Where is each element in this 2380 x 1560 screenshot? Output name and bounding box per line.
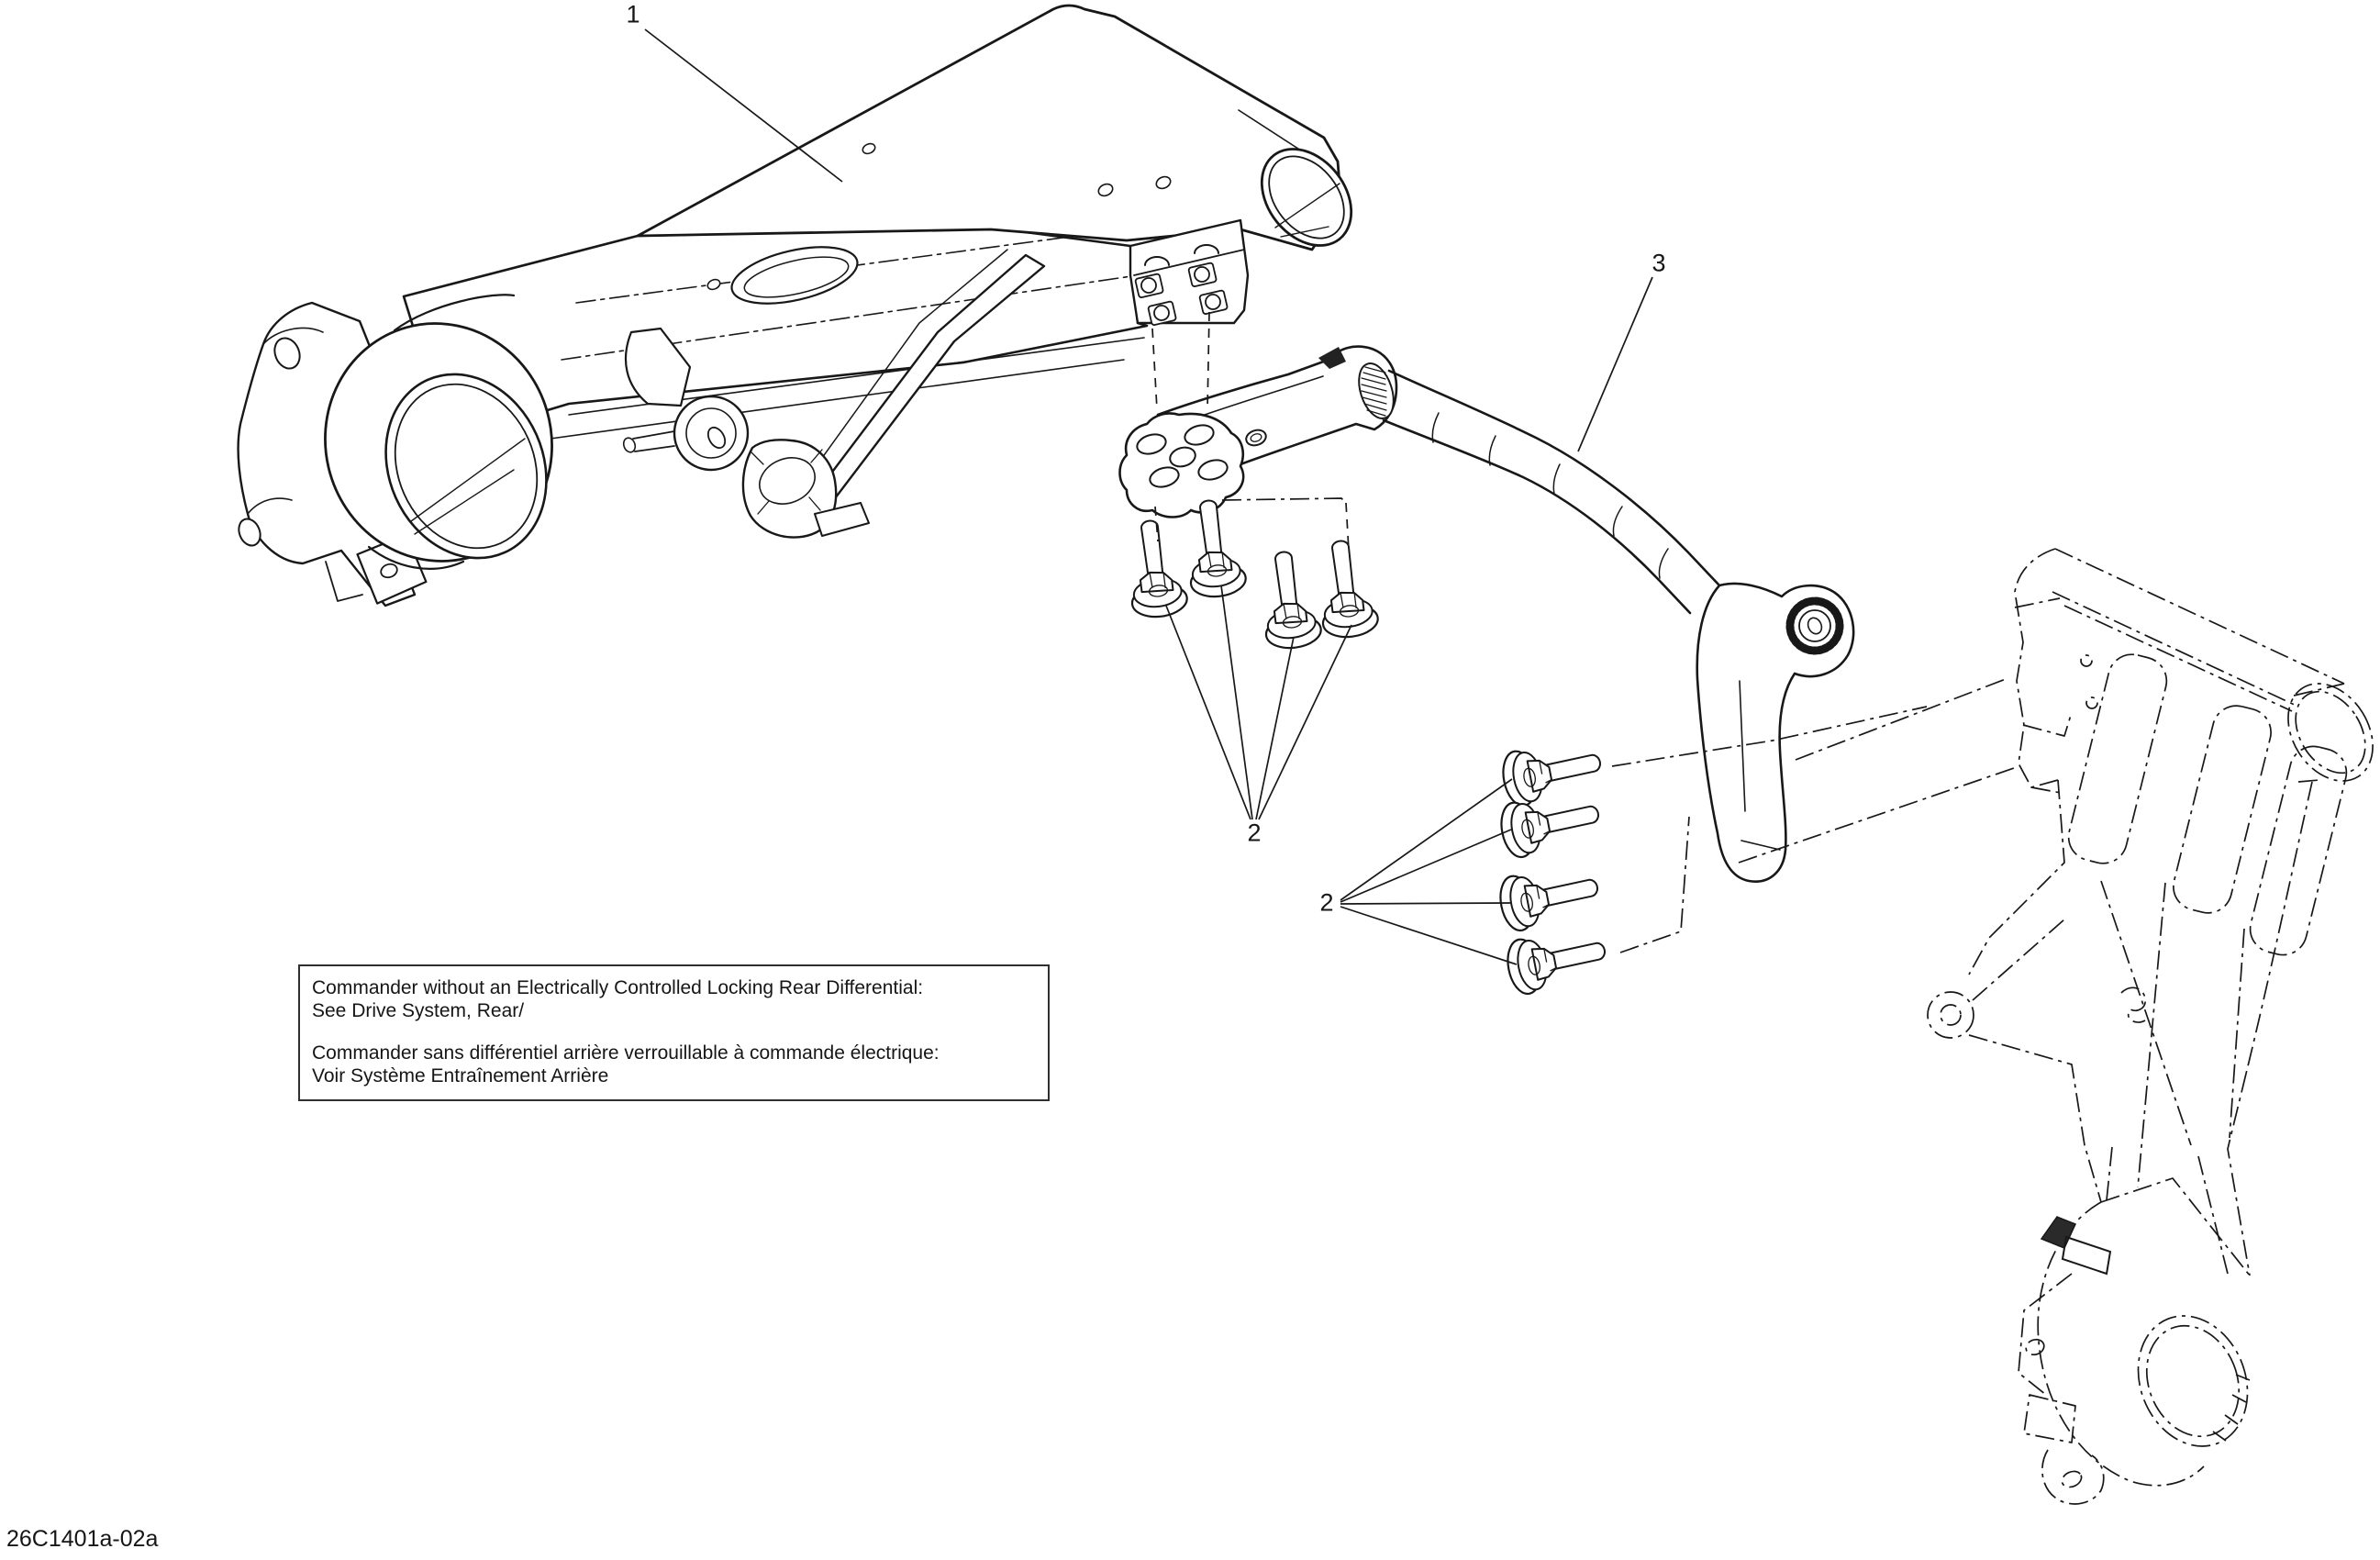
note-fr-line2: Voir Système Entraînement Arrière	[312, 1065, 609, 1086]
flange-bolt	[1313, 538, 1379, 641]
note-fr-line1: Commander sans différentiel arrière verrouillable à commande électrique:	[312, 1042, 940, 1064]
leader-bolts-lower	[1340, 779, 1517, 964]
reference-note-box	[298, 964, 1050, 1101]
dashed-nut-to-flange	[1152, 312, 1209, 409]
callout-2-upper: 2	[1247, 819, 1262, 847]
plate-slots	[2063, 650, 2352, 960]
dashdot-arm-to-frame-upper	[1796, 679, 2006, 760]
dashdot-flange-path	[1222, 498, 1346, 503]
end-arm	[1697, 584, 1853, 882]
phantom-bearing-housing	[2019, 1147, 2266, 1504]
callout-3: 3	[1652, 249, 1666, 277]
flange-bolt	[1256, 549, 1322, 652]
leader-part1	[645, 29, 842, 182]
housing-clip	[2041, 1217, 2110, 1274]
flange-bolt	[1504, 924, 1610, 997]
note-french	[312, 1042, 1037, 1087]
bracket-flange	[1120, 413, 1244, 517]
torsion-tube	[1384, 371, 1719, 613]
bolt-group-upper	[1122, 497, 1379, 652]
leader-part3	[1578, 277, 1652, 451]
note-en-line2: See Drive System, Rear/	[312, 1000, 525, 1021]
note-en-line1: Commander without an Electrically Controlled Locking Rear Differential:	[312, 977, 924, 998]
bolt-group-lower	[1496, 736, 1610, 997]
callout-2-lower: 2	[1319, 888, 1334, 917]
flange-bolt	[1181, 497, 1247, 600]
flange-bolt	[1499, 736, 1606, 808]
phantom-rear-arm-assembly	[1928, 549, 2380, 1504]
flange-bolt	[1496, 861, 1603, 933]
callout-1: 1	[626, 0, 640, 28]
support-bracket-part	[1120, 347, 1854, 882]
trailing-arm-assembly	[235, 6, 1370, 606]
flange-bolt	[1122, 518, 1188, 620]
dashdot-bolt4-to-frame	[1620, 817, 1689, 953]
figure-code: 26C1401a-02a	[6, 1526, 159, 1552]
note-english	[312, 976, 1037, 1022]
